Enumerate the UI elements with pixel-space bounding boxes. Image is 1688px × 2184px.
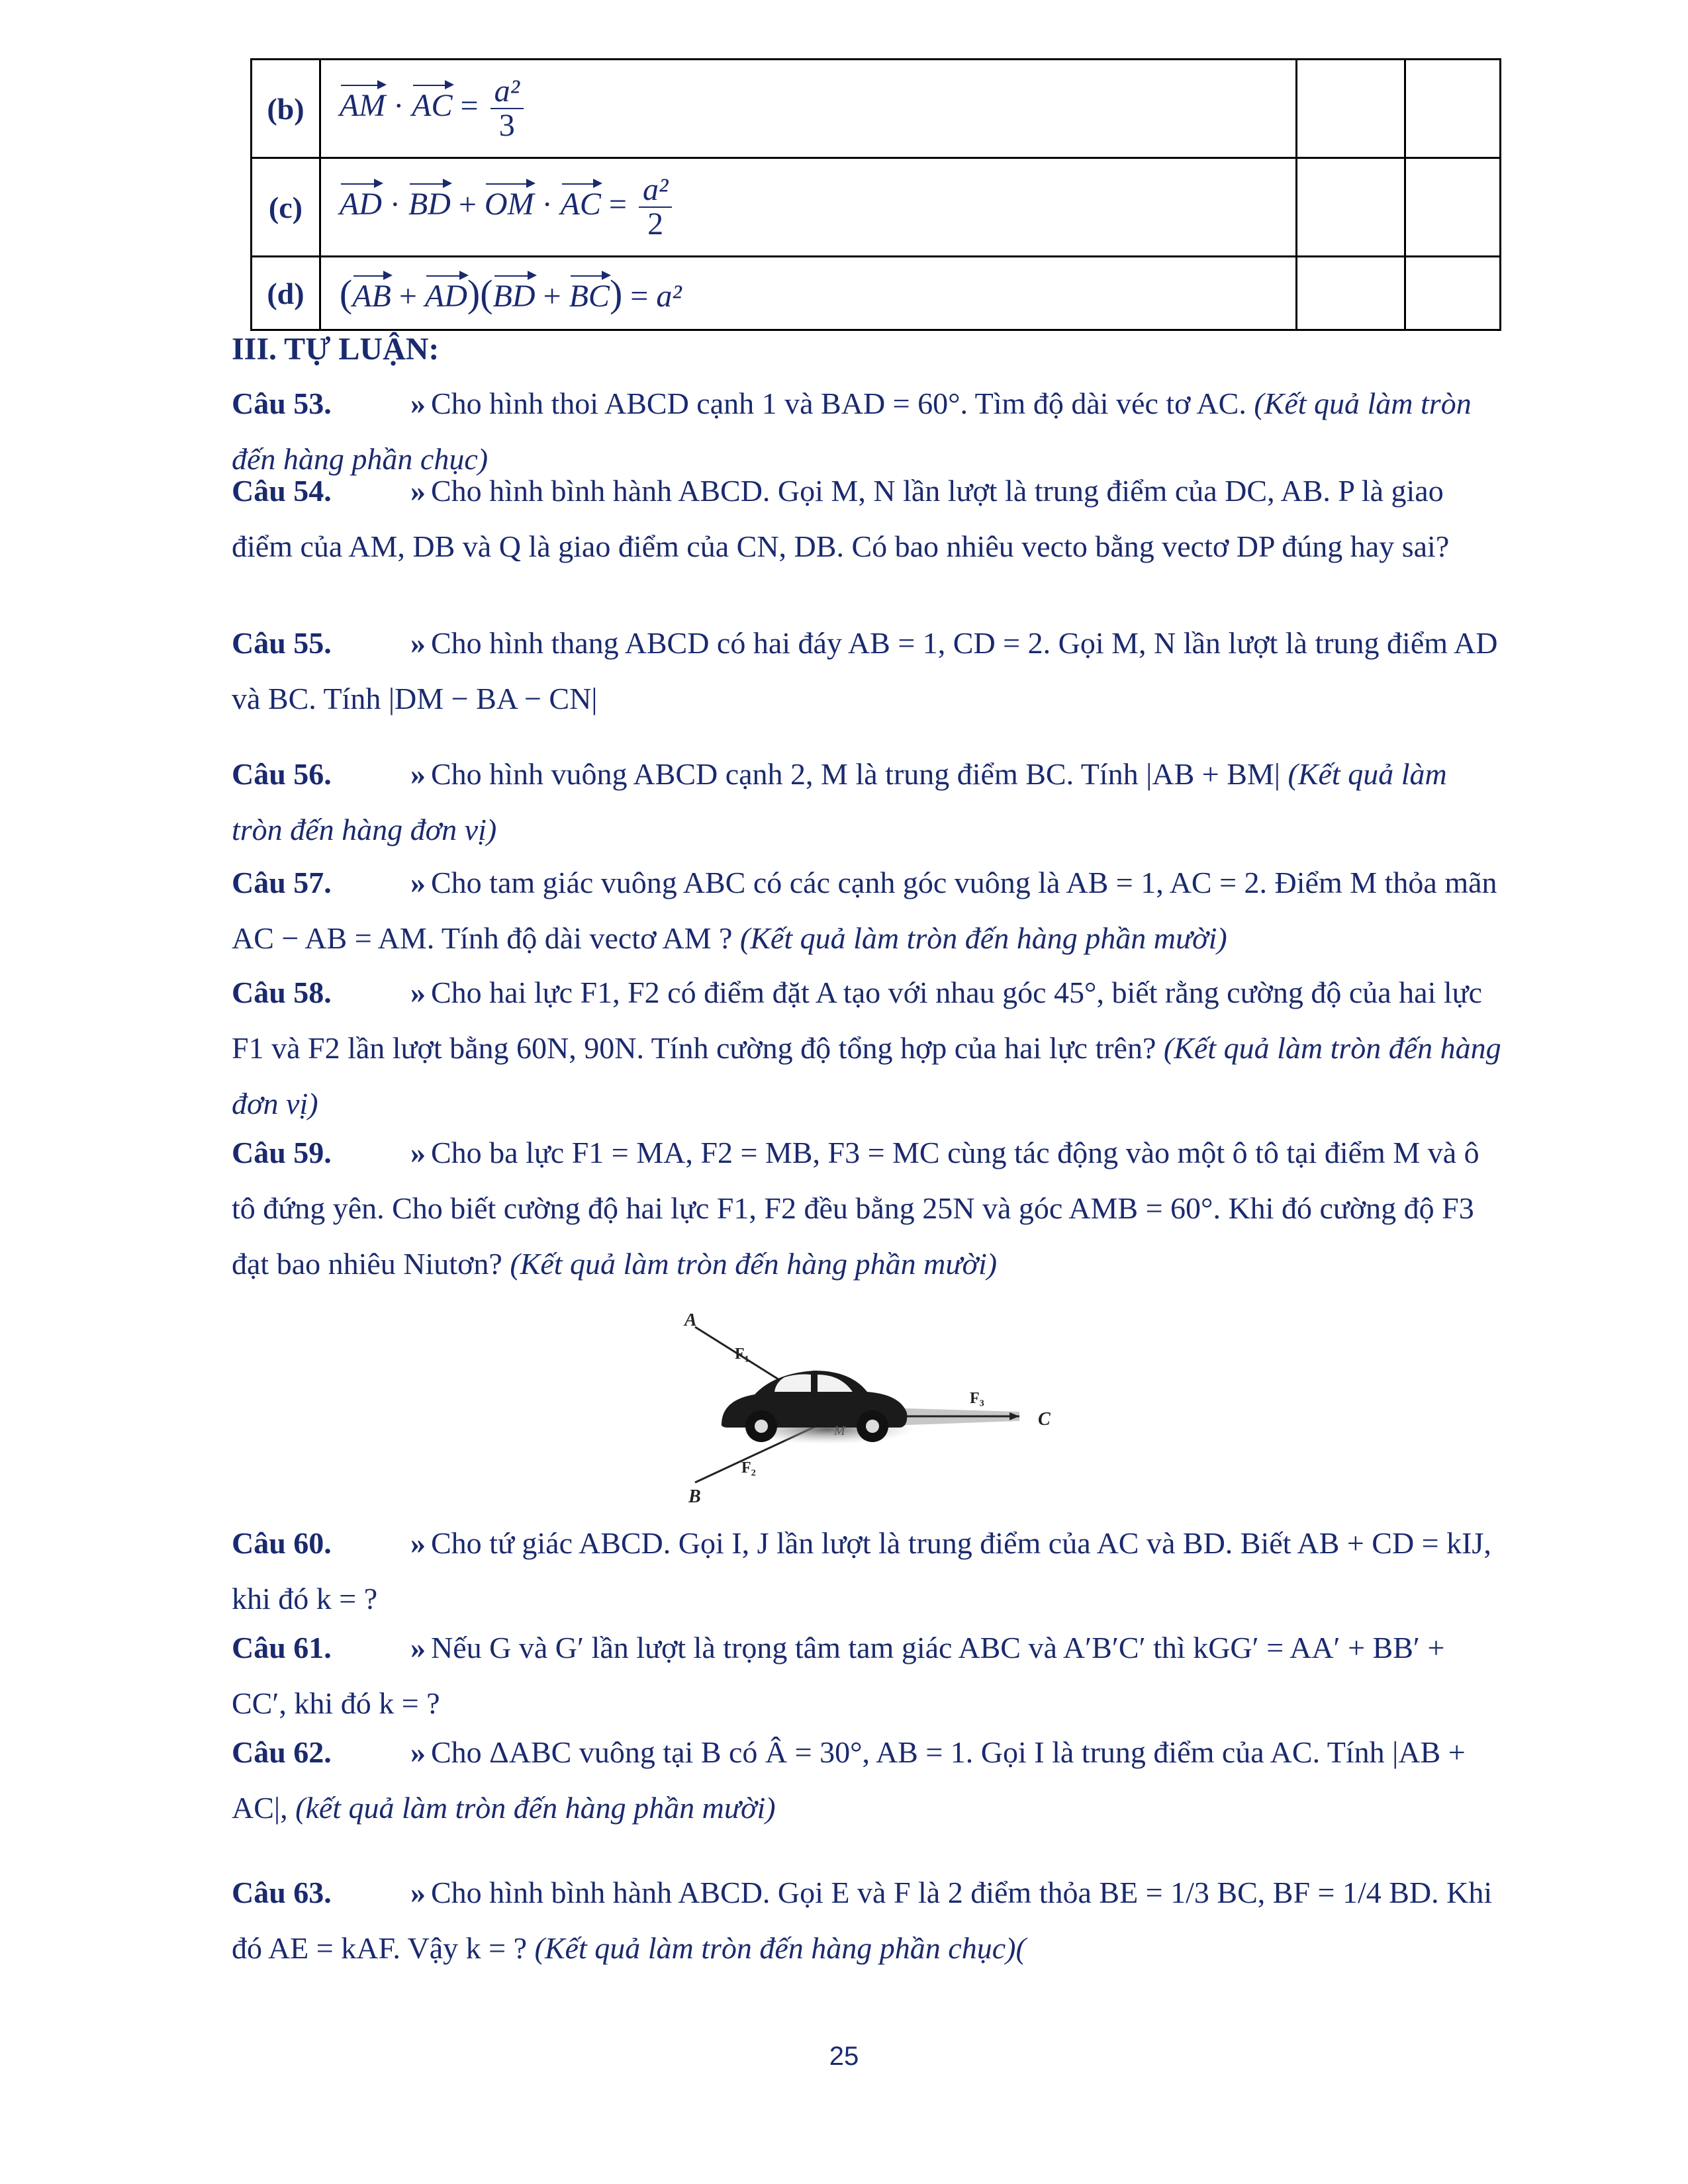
row-label: (b) [252, 60, 320, 158]
section-title: III. TỰ LUẬN: [232, 332, 440, 367]
question-57: Câu 57. » Cho tam giác vuông ABC có các cạnh góc vuông là AB = 1, AC = 2. Điểm M thỏa mãn AC − AB = AM. Tính độ dài vectơ AM ? (Kết quả làm tròn đến hàng phần mười) [232, 866, 1497, 955]
label-c: C [1038, 1409, 1051, 1430]
answer-table [250, 58, 1501, 331]
question-61: Câu 61. » Nếu G và G′ lần lượt là trọng tâm tam giác ABC và A′B′C′ thì kGG′ = AA′ + BB′ + CC′, khi đó k = ? [232, 1631, 1445, 1720]
row-label: (d) [252, 257, 320, 330]
true-cell[interactable] [1296, 60, 1405, 158]
question-62: Câu 62. » Cho ΔABC vuông tại B có Â = 30°, AB = 1. Gọi I là trung điểm của AC. Tính |AB + AC|, (kết quả làm tròn đến hàng phần mười) [232, 1735, 1466, 1825]
car-icon [722, 1371, 914, 1444]
label-a: A [684, 1314, 697, 1330]
question-63: Câu 63. » Cho hình bình hành ABCD. Gọi E và F là 2 điểm thỏa BE = 1/3 BC, BF = 1/4 BD. Khi đó AE = kAF. Vậy k = ? (Kết quả làm tròn đến hàng phần chục)( [232, 1876, 1493, 1965]
false-cell[interactable] [1405, 60, 1500, 158]
question-54: Câu 54. » Cho hình bình hành ABCD. Gọi M, N lần lượt là trung điểm của DC, AB. P là giao điểm của AM, DB và Q là giao điểm của CN, DB. Có bao nhiêu vecto bằng vectơ DP đúng hay sai? [232, 474, 1450, 563]
label-f1: F₁ [735, 1345, 749, 1363]
row-expression: AD · BD + OM · AC = $\frac{\text{a²}}{2}$ [320, 158, 1296, 257]
table-row [252, 257, 1501, 330]
question-59: Câu 59. » Cho ba lực F1 = MA, F2 = MB, F3 = MC cùng tác động vào một ô tô tại điểm M và ô tô đứng yên. Cho biết cường độ hai lực F1, F2 đều bằng 25N và góc AMB = 60°. Khi đó cường độ F3 đạt bao nhiêu Niutơn? (Kết quả làm tròn đến hàng phần mười) [232, 1136, 1479, 1281]
true-cell[interactable] [1296, 257, 1405, 330]
car-forces-figure [675, 1314, 1072, 1506]
page-number: 25 [829, 2042, 859, 2071]
question-60: Câu 60. » Cho tứ giác ABCD. Gọi I, J lần lượt là trung điểm của AC và BD. Biết AB + CD = kIJ, khi đó k = ? [232, 1526, 1491, 1615]
true-cell[interactable] [1296, 158, 1405, 257]
question-58: Câu 58. » Cho hai lực F1, F2 có điểm đặt A tạo với nhau góc 45°, biết rằng cường độ của hai lực F1 và F2 lần lượt bằng 60N, 90N. Tính cường độ tổng hợp của hai lực trên? (Kết quả làm tròn đến hàng đơn vị) [232, 976, 1501, 1120]
table-row [252, 158, 1501, 257]
row-expression: (AB + AD)(BD + BC) = a² [320, 257, 1296, 330]
label-b: B [688, 1486, 701, 1506]
row-expression: AM · AC = $\frac{\text{a²}}{3}$ [320, 60, 1296, 158]
table-row [252, 60, 1501, 158]
question-55: Câu 55. » Cho hình thang ABCD có hai đáy AB = 1, CD = 2. Gọi M, N lần lượt là trung điểm AD và BC. Tính |DM − BA − CN| [232, 626, 1498, 715]
question-56: Câu 56. » Cho hình vuông ABCD cạnh 2, M là trung điểm BC. Tính |AB + BM| (Kết quả làm tròn đến hàng đơn vị) [232, 757, 1447, 846]
row-label: (c) [252, 158, 320, 257]
false-cell[interactable] [1405, 158, 1500, 257]
label-f3: F₃ [970, 1390, 984, 1407]
label-f2: F₂ [741, 1459, 756, 1477]
question-53: Câu 53. » Cho hình thoi ABCD cạnh 1 và BAD = 60°. Tìm độ dài véc tơ AC. (Kết quả làm tròn đến hàng phần chục) [232, 387, 1472, 476]
false-cell[interactable] [1405, 257, 1500, 330]
label-m: M [834, 1424, 845, 1438]
